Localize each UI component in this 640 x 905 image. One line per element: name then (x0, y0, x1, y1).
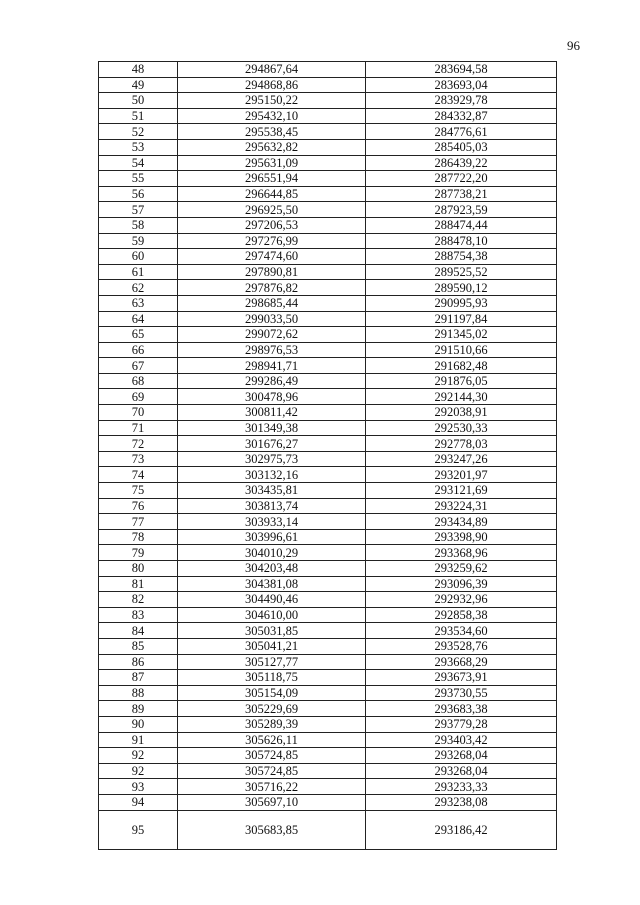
table-row (99, 701, 557, 717)
x-coordinate-cell: 298976,53 (178, 342, 366, 358)
x-coordinate-cell: 297876,82 (178, 280, 366, 296)
table-row (99, 233, 557, 249)
table-row (99, 264, 557, 280)
point-number-cell: 85 (99, 638, 178, 654)
y-coordinate-cell: 293730,55 (366, 685, 557, 701)
y-coordinate-cell: 291345,02 (366, 327, 557, 343)
point-number-cell: 73 (99, 451, 178, 467)
table-row (99, 451, 557, 467)
x-coordinate-cell: 305154,09 (178, 685, 366, 701)
point-number-cell: 83 (99, 607, 178, 623)
point-number-cell: 65 (99, 327, 178, 343)
x-coordinate-cell: 304381,08 (178, 576, 366, 592)
y-coordinate-cell: 292858,38 (366, 607, 557, 623)
table-row (99, 670, 557, 686)
x-coordinate-cell: 298941,71 (178, 358, 366, 374)
table-row (99, 311, 557, 327)
x-coordinate-cell: 305724,85 (178, 763, 366, 779)
table-row (99, 607, 557, 623)
table-row (99, 748, 557, 764)
x-coordinate-cell: 305041,21 (178, 638, 366, 654)
point-number-cell: 56 (99, 186, 178, 202)
table-row (99, 436, 557, 452)
x-coordinate-cell: 305031,85 (178, 623, 366, 639)
x-coordinate-cell: 304203,48 (178, 561, 366, 577)
y-coordinate-cell: 288478,10 (366, 233, 557, 249)
table-row (99, 124, 557, 140)
table-row (99, 732, 557, 748)
table-row (99, 685, 557, 701)
y-coordinate-cell: 292038,91 (366, 405, 557, 421)
y-coordinate-cell: 287738,21 (366, 186, 557, 202)
y-coordinate-cell: 293247,26 (366, 451, 557, 467)
x-coordinate-cell: 303132,16 (178, 467, 366, 483)
table-row (99, 576, 557, 592)
coordinates-table-body (99, 62, 557, 850)
table-row (99, 561, 557, 577)
table-row (99, 77, 557, 93)
y-coordinate-cell: 293096,39 (366, 576, 557, 592)
table-row (99, 498, 557, 514)
x-coordinate-cell: 301676,27 (178, 436, 366, 452)
y-coordinate-cell: 288754,38 (366, 249, 557, 265)
point-number-cell: 51 (99, 108, 178, 124)
table-row (99, 373, 557, 389)
table-row (99, 139, 557, 155)
page-number: 96 (567, 38, 580, 53)
table-row (99, 529, 557, 545)
point-number-cell: 52 (99, 124, 178, 140)
x-coordinate-cell: 294867,64 (178, 62, 366, 78)
point-number-cell: 90 (99, 716, 178, 732)
y-coordinate-cell: 292778,03 (366, 436, 557, 452)
x-coordinate-cell: 301349,38 (178, 420, 366, 436)
y-coordinate-cell: 293403,42 (366, 732, 557, 748)
x-coordinate-cell: 305289,39 (178, 716, 366, 732)
x-coordinate-cell: 300811,42 (178, 405, 366, 421)
y-coordinate-cell: 293528,76 (366, 638, 557, 654)
y-coordinate-cell: 287923,59 (366, 202, 557, 218)
point-number-cell: 94 (99, 794, 178, 810)
x-coordinate-cell: 297206,53 (178, 217, 366, 233)
x-coordinate-cell: 303996,61 (178, 529, 366, 545)
point-number-cell: 81 (99, 576, 178, 592)
y-coordinate-cell: 293683,38 (366, 701, 557, 717)
point-number-cell: 68 (99, 373, 178, 389)
y-coordinate-cell: 293268,04 (366, 763, 557, 779)
x-coordinate-cell: 294868,86 (178, 77, 366, 93)
point-number-cell: 57 (99, 202, 178, 218)
point-number-cell: 84 (99, 623, 178, 639)
x-coordinate-cell: 297276,99 (178, 233, 366, 249)
table-row (99, 327, 557, 343)
point-number-cell: 87 (99, 670, 178, 686)
y-coordinate-cell: 291682,48 (366, 358, 557, 374)
x-coordinate-cell: 295632,82 (178, 139, 366, 155)
y-coordinate-cell: 293201,97 (366, 467, 557, 483)
x-coordinate-cell: 295150,22 (178, 93, 366, 109)
point-number-cell: 79 (99, 545, 178, 561)
table-row (99, 93, 557, 109)
x-coordinate-cell: 305716,22 (178, 779, 366, 795)
x-coordinate-cell: 296925,50 (178, 202, 366, 218)
point-number-cell: 58 (99, 217, 178, 233)
table-row (99, 295, 557, 311)
table-row (99, 514, 557, 530)
y-coordinate-cell: 283929,78 (366, 93, 557, 109)
point-number-cell: 77 (99, 514, 178, 530)
y-coordinate-cell: 293368,96 (366, 545, 557, 561)
x-coordinate-cell: 299072,62 (178, 327, 366, 343)
x-coordinate-cell: 305626,11 (178, 732, 366, 748)
point-number-cell: 60 (99, 249, 178, 265)
x-coordinate-cell: 303933,14 (178, 514, 366, 530)
y-coordinate-cell: 292144,30 (366, 389, 557, 405)
x-coordinate-cell: 305697,10 (178, 794, 366, 810)
point-number-cell: 80 (99, 561, 178, 577)
point-number-cell: 55 (99, 171, 178, 187)
x-coordinate-cell: 303435,81 (178, 483, 366, 499)
x-coordinate-cell: 299033,50 (178, 311, 366, 327)
point-number-cell: 70 (99, 405, 178, 421)
x-coordinate-cell: 298685,44 (178, 295, 366, 311)
x-coordinate-cell: 304610,00 (178, 607, 366, 623)
y-coordinate-cell: 293668,29 (366, 654, 557, 670)
table-row (99, 358, 557, 374)
y-coordinate-cell: 293259,62 (366, 561, 557, 577)
point-number-cell: 88 (99, 685, 178, 701)
table-row (99, 716, 557, 732)
y-coordinate-cell: 293233,33 (366, 779, 557, 795)
x-coordinate-cell: 305683,85 (178, 810, 366, 849)
y-coordinate-cell: 290995,93 (366, 295, 557, 311)
y-coordinate-cell: 291510,66 (366, 342, 557, 358)
y-coordinate-cell: 293268,04 (366, 748, 557, 764)
y-coordinate-cell: 293224,31 (366, 498, 557, 514)
y-coordinate-cell: 293238,08 (366, 794, 557, 810)
table-row (99, 592, 557, 608)
point-number-cell: 86 (99, 654, 178, 670)
table-row (99, 217, 557, 233)
x-coordinate-cell: 299286,49 (178, 373, 366, 389)
table-row (99, 638, 557, 654)
y-coordinate-cell: 293121,69 (366, 483, 557, 499)
y-coordinate-cell: 292530,33 (366, 420, 557, 436)
table-row (99, 202, 557, 218)
table-row (99, 779, 557, 795)
point-number-cell: 49 (99, 77, 178, 93)
point-number-cell: 71 (99, 420, 178, 436)
y-coordinate-cell: 293398,90 (366, 529, 557, 545)
y-coordinate-cell: 293673,91 (366, 670, 557, 686)
point-number-cell: 82 (99, 592, 178, 608)
point-number-cell: 74 (99, 467, 178, 483)
x-coordinate-cell: 296551,94 (178, 171, 366, 187)
point-number-cell: 75 (99, 483, 178, 499)
x-coordinate-cell: 305724,85 (178, 748, 366, 764)
y-coordinate-cell: 293779,28 (366, 716, 557, 732)
x-coordinate-cell: 305118,75 (178, 670, 366, 686)
y-coordinate-cell: 293186,42 (366, 810, 557, 849)
table-row (99, 405, 557, 421)
table-row (99, 467, 557, 483)
x-coordinate-cell: 295538,45 (178, 124, 366, 140)
point-number-cell: 59 (99, 233, 178, 249)
table-row (99, 249, 557, 265)
x-coordinate-cell: 304010,29 (178, 545, 366, 561)
point-number-cell: 89 (99, 701, 178, 717)
table-row (99, 763, 557, 779)
table-row (99, 108, 557, 124)
x-coordinate-cell: 300478,96 (178, 389, 366, 405)
point-number-cell: 53 (99, 139, 178, 155)
point-number-cell: 92 (99, 748, 178, 764)
y-coordinate-cell: 283693,04 (366, 77, 557, 93)
y-coordinate-cell: 284332,87 (366, 108, 557, 124)
x-coordinate-cell: 295631,09 (178, 155, 366, 171)
y-coordinate-cell: 286439,22 (366, 155, 557, 171)
point-number-cell: 66 (99, 342, 178, 358)
y-coordinate-cell: 288474,44 (366, 217, 557, 233)
x-coordinate-cell: 305229,69 (178, 701, 366, 717)
y-coordinate-cell: 292932,96 (366, 592, 557, 608)
point-number-cell: 72 (99, 436, 178, 452)
point-number-cell: 64 (99, 311, 178, 327)
x-coordinate-cell: 305127,77 (178, 654, 366, 670)
point-number-cell: 78 (99, 529, 178, 545)
table-row (99, 186, 557, 202)
y-coordinate-cell: 287722,20 (366, 171, 557, 187)
table-row (99, 623, 557, 639)
point-number-cell: 67 (99, 358, 178, 374)
table-row (99, 62, 557, 78)
point-number-cell: 69 (99, 389, 178, 405)
x-coordinate-cell: 304490,46 (178, 592, 366, 608)
x-coordinate-cell: 295432,10 (178, 108, 366, 124)
point-number-cell: 95 (99, 810, 178, 849)
point-number-cell: 61 (99, 264, 178, 280)
x-coordinate-cell: 297890,81 (178, 264, 366, 280)
coordinates-table (98, 61, 557, 850)
y-coordinate-cell: 291197,84 (366, 311, 557, 327)
point-number-cell: 54 (99, 155, 178, 171)
point-number-cell: 93 (99, 779, 178, 795)
table-row (99, 155, 557, 171)
point-number-cell: 91 (99, 732, 178, 748)
x-coordinate-cell: 296644,85 (178, 186, 366, 202)
table-row (99, 171, 557, 187)
y-coordinate-cell: 293534,60 (366, 623, 557, 639)
table-row (99, 342, 557, 358)
point-number-cell: 62 (99, 280, 178, 296)
point-number-cell: 92 (99, 763, 178, 779)
table-row (99, 810, 557, 849)
point-number-cell: 48 (99, 62, 178, 78)
y-coordinate-cell: 289590,12 (366, 280, 557, 296)
x-coordinate-cell: 303813,74 (178, 498, 366, 514)
table-row (99, 545, 557, 561)
point-number-cell: 63 (99, 295, 178, 311)
x-coordinate-cell: 297474,60 (178, 249, 366, 265)
table-row (99, 389, 557, 405)
table-row (99, 420, 557, 436)
table-row (99, 280, 557, 296)
y-coordinate-cell: 285405,03 (366, 139, 557, 155)
y-coordinate-cell: 283694,58 (366, 62, 557, 78)
x-coordinate-cell: 302975,73 (178, 451, 366, 467)
table-row (99, 483, 557, 499)
point-number-cell: 50 (99, 93, 178, 109)
table-row (99, 654, 557, 670)
table-row (99, 794, 557, 810)
point-number-cell: 76 (99, 498, 178, 514)
y-coordinate-cell: 291876,05 (366, 373, 557, 389)
y-coordinate-cell: 284776,61 (366, 124, 557, 140)
y-coordinate-cell: 293434,89 (366, 514, 557, 530)
y-coordinate-cell: 289525,52 (366, 264, 557, 280)
